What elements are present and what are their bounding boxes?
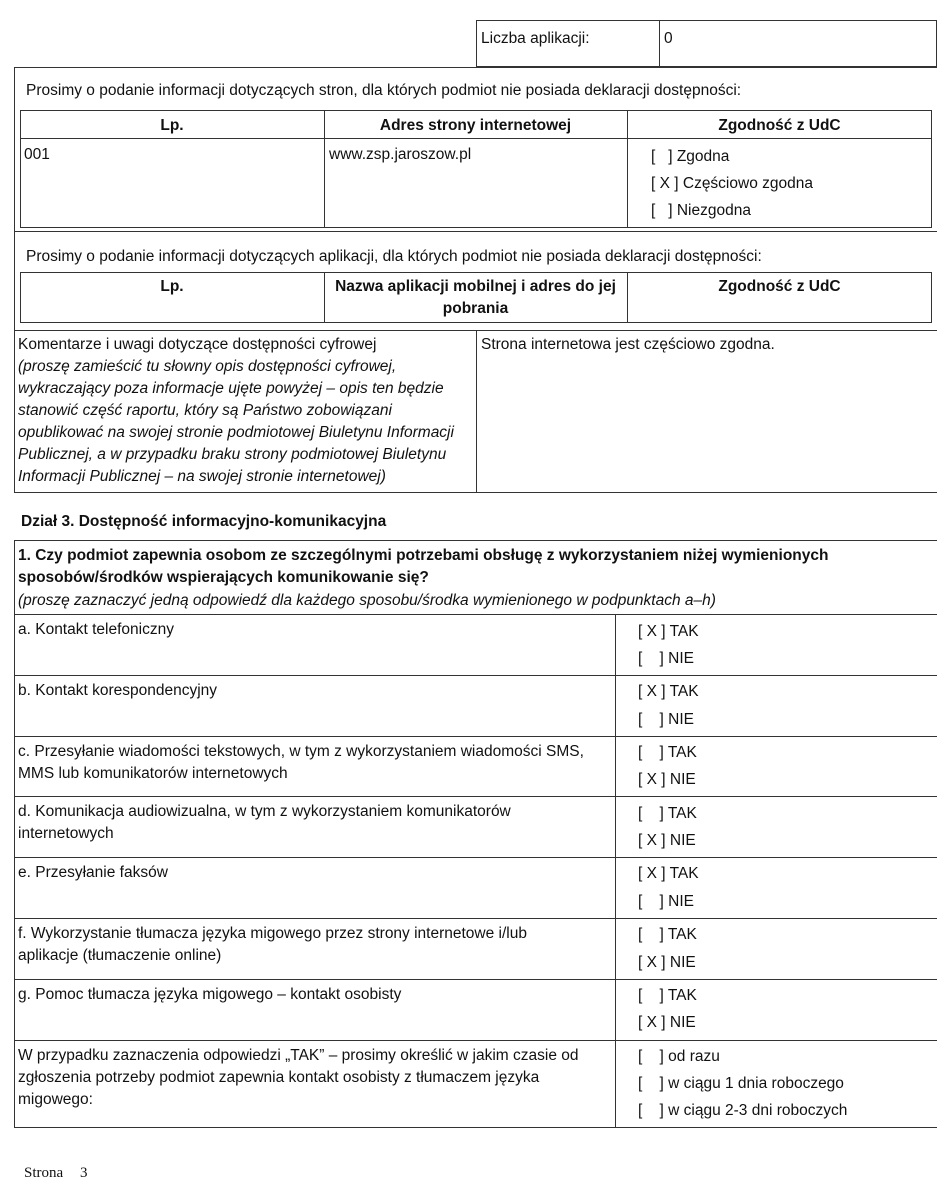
sites-intro: Prosimy o podanie informacji dotyczących stron, dla których podmiot nie posiada deklaracji dostępności:: [26, 82, 742, 99]
apps-table-col1: [324, 272, 325, 323]
item-h-label: W przypadku zaznaczenia odpowiedzi „TAK” – prosimy określić w jakim czasie od zgłoszenia potrzeby podmiot zapewnia kontakt osobisty z tłumaczem języka migowego:: [18, 1047, 579, 1108]
item-b-nie[interactable]: [ ] NIE: [638, 711, 694, 728]
row-line: [14, 675, 937, 676]
apps-count-divider: [659, 20, 660, 67]
apps-intro: Prosimy o podanie informacji dotyczących aplikacji, dla których podmiot nie posiada deklaracji dostępności:: [26, 248, 762, 265]
row-line: [14, 796, 937, 797]
sites-table-header-line: [20, 138, 932, 139]
item-g-tak[interactable]: [ ] TAK: [638, 987, 697, 1004]
item-c-nie[interactable]: [ X ] NIE: [638, 771, 696, 788]
item-b-tak[interactable]: [ X ] TAK: [638, 683, 699, 700]
comments-divider: [476, 330, 477, 493]
item-d-label: d. Komunikacja audiowizualna, w tym z wykorzystaniem komunikatorów internetowych: [18, 803, 511, 842]
item-e-label: e. Przesyłanie faksów: [18, 864, 168, 881]
sites-section-bottom: [14, 231, 937, 232]
sites-row-url: www.zsp.jaroszow.pl: [329, 146, 472, 163]
comments-hint: (proszę zamieścić tu słowny opis dostępności cyfrowej, wykraczający poza informacje ujęte powyżej – opis ten będzie stanowić część raportu, który są Państwo zobowiązani opublikować na swojej stronie podmiotowej Biuletynu Informacji Publicznej, a w przypadku braku strony podmiotowej Biuletynu Informacji Publicznej – na swojej stronie internetowej): [18, 358, 454, 485]
item-c-tak[interactable]: [ ] TAK: [638, 744, 697, 761]
item-g-label: g. Pomoc tłumacza języka migowego – kontakt osobisty: [18, 986, 402, 1003]
row-line: [14, 614, 937, 615]
row-line: [14, 979, 937, 980]
item-f-tak[interactable]: [ ] TAK: [638, 926, 697, 943]
row-line: [14, 918, 937, 919]
sites-row-option-czesciowo[interactable]: [ X ] Częściowo zgodna: [651, 175, 813, 192]
apps-header-udc: Zgodność z UdC: [718, 278, 841, 295]
item-f-label: f. Wykorzystanie tłumacza języka migowego przez strony internetowe i/lub aplikacje (tłumaczenie online): [18, 925, 527, 964]
sites-header-url: Adres strony internetowej: [379, 117, 572, 134]
item-e-tak[interactable]: [ X ] TAK: [638, 865, 699, 882]
item-b-label: b. Kontakt korespondencyjny: [18, 682, 218, 699]
item-g-nie[interactable]: [ X ] NIE: [638, 1014, 696, 1031]
sites-header-udc: Zgodność z UdC: [718, 117, 841, 134]
item-c-label: c. Przesyłanie wiadomości tekstowych, w tym z wykorzystaniem wiadomości SMS, MMS lub komunikatorów internetowych: [18, 743, 584, 782]
item-h-1-dzien[interactable]: [ ] w ciągu 1 dnia roboczego: [638, 1075, 844, 1092]
item-h-2-3-dni[interactable]: [ ] w ciągu 2-3 dni roboczych: [638, 1102, 848, 1119]
item-a-tak[interactable]: [ X ] TAK: [638, 623, 699, 640]
question-hint: (proszę zaznaczyć jedną odpowiedź dla każdego sposobu/środka wymienionego w podpunktach a–h): [18, 592, 716, 609]
apps-section: [14, 232, 15, 330]
item-d-tak[interactable]: [ ] TAK: [638, 805, 697, 822]
item-h-od-razu[interactable]: [ ] od razu: [638, 1048, 720, 1065]
row-line: [14, 1040, 937, 1041]
apps-count-value: 0: [664, 30, 673, 47]
comments-value[interactable]: Strona internetowa jest częściowo zgodna.: [481, 336, 775, 353]
question-text: 1. Czy podmiot zapewnia osobom ze szczególnymi potrzebami obsługę z wykorzystaniem niżej wymienionych sposobów/środków wspierających komunikowanie się?: [18, 547, 829, 586]
item-f-nie[interactable]: [ X ] NIE: [638, 954, 696, 971]
sites-row-lp: 001: [24, 146, 50, 163]
apps-header-lp: Lp.: [160, 278, 184, 295]
comments-label: Komentarze i uwagi dotyczące dostępności cyfrowej: [18, 336, 377, 353]
sites-row-option-niezgodna[interactable]: [ ] Niezgodna: [651, 202, 751, 219]
footer-page-number: 3: [80, 1165, 88, 1181]
item-a-nie[interactable]: [ ] NIE: [638, 650, 694, 667]
footer-page-label: Strona: [24, 1165, 64, 1181]
item-a-label: a. Kontakt telefoniczny: [18, 621, 174, 638]
sites-header-lp: Lp.: [160, 117, 184, 134]
section3-title: Dział 3. Dostępność informacyjno-komunikacyjna: [21, 513, 387, 530]
row-line: [14, 857, 937, 858]
items-column-divider: [615, 614, 616, 1128]
item-e-nie[interactable]: [ ] NIE: [638, 893, 694, 910]
item-d-nie[interactable]: [ X ] NIE: [638, 832, 696, 849]
apps-header-name: Nazwa aplikacji mobilnej i adres do jej pobrania: [335, 278, 616, 317]
row-line: [14, 736, 937, 737]
apps-count-label: Liczba aplikacji:: [481, 30, 590, 47]
sites-row-option-zgodna[interactable]: [ ] Zgodna: [651, 148, 730, 165]
row-line: [14, 1127, 937, 1128]
